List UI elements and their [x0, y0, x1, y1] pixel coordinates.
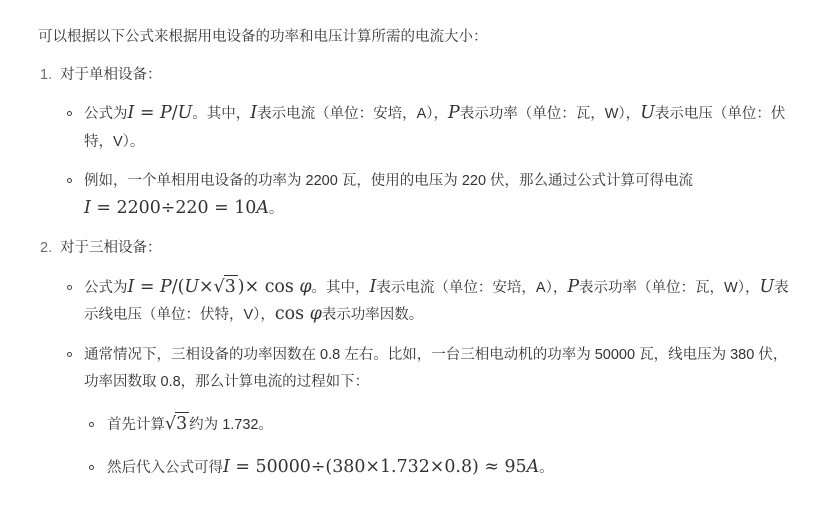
math-segment — [759, 277, 774, 297]
math-run: × — [365, 456, 380, 477]
math-run: = — [134, 276, 161, 297]
math-run: P — [567, 276, 580, 297]
math-segment — [640, 103, 655, 123]
text-segment: 约为 1.732。 — [189, 417, 273, 434]
text-segment: 公式为 — [84, 106, 128, 123]
math-run: ÷ — [160, 197, 176, 218]
math-segment — [567, 277, 579, 297]
bullet-item — [67, 342, 795, 497]
item-title: 对于三相设备： — [60, 240, 162, 257]
text-segment: 。 — [268, 200, 284, 217]
bullet-marker-icon — [89, 465, 94, 470]
math-segment — [448, 103, 460, 123]
math-run: P — [160, 103, 172, 124]
math-run: I — [250, 103, 258, 124]
math-run: ÷( — [310, 456, 333, 477]
math-run: = — [134, 103, 161, 124]
bullet-marker-icon — [67, 178, 72, 183]
math-run: A — [256, 197, 269, 218]
math-run: cos — [264, 276, 300, 297]
math-segment — [128, 103, 193, 123]
bullet-text — [107, 455, 795, 483]
ordered-list — [38, 62, 795, 498]
intro-paragraph: 可以根据以下公式来根据用电设备的功率和电压计算所需的电流大小： — [38, 29, 488, 45]
bullet-list — [38, 101, 795, 223]
bullet-list — [38, 275, 795, 497]
numbered-list-item — [38, 235, 795, 497]
math-run: P — [160, 276, 172, 297]
math-run: 0.8 — [444, 456, 473, 477]
math-run: 95 — [504, 456, 527, 477]
text-segment: 例如，一个单相用电设备的功率为 2200 瓦，使用的电压为 220 伏，那么通过公式计算可得电流 — [84, 173, 694, 190]
math-segment — [84, 198, 269, 218]
math-run: U — [640, 103, 655, 124]
math-run: = — [208, 197, 235, 218]
math-run: φ — [309, 304, 322, 325]
text-segment: 。 — [539, 459, 554, 476]
bullet-list — [84, 412, 795, 482]
math-segment — [128, 277, 312, 297]
math-run: 220 — [175, 197, 209, 218]
bullet-content — [84, 342, 795, 497]
math-run: × — [429, 456, 445, 477]
text-segment: 公式为 — [84, 279, 128, 296]
text-segment: 表示电流（单位：安培，A）， — [376, 279, 568, 296]
text-segment: 。其中， — [311, 279, 370, 296]
bullet-text — [84, 101, 795, 156]
math-run: / — [171, 103, 178, 124]
text-segment: 首先计算 — [107, 417, 165, 434]
text-segment: 表示功率（单位：瓦，W）， — [459, 106, 641, 123]
math-run: )× — [237, 276, 265, 297]
bullet-content — [107, 412, 795, 440]
math-run: U — [177, 103, 193, 124]
numbered-list-item — [38, 62, 795, 224]
math-segment — [275, 304, 322, 324]
bullet-item — [67, 168, 795, 223]
bullet-marker-icon — [67, 352, 72, 357]
bullet-text — [84, 168, 795, 223]
bullet-content — [84, 168, 795, 223]
math-run: 2200 — [116, 197, 161, 218]
math-run: U — [759, 276, 775, 297]
math-run: I — [84, 197, 91, 218]
math-run: ) ≈ — [472, 456, 505, 477]
math-run: × — [199, 276, 214, 297]
math-run: /( — [171, 276, 185, 297]
math-run: = — [90, 197, 117, 218]
bullet-item — [89, 455, 795, 483]
math-run: I — [127, 103, 135, 124]
bullet-marker-icon — [67, 285, 72, 290]
bullet-item — [67, 101, 795, 156]
text-segment: 通常情况下，三相设备的功率因数在 0.8 左右。比如，一台三相电动机的功率为 50000 瓦，线电压为 380 伏，功率因数取 0.8，那么计算电流的过程如下： — [84, 346, 788, 391]
math-run: I — [127, 276, 135, 297]
math-segment — [223, 457, 539, 477]
text-segment: 表示电压（单位：伏特，V）。 — [84, 106, 786, 150]
bullet-item — [89, 412, 795, 440]
math-run: A — [526, 456, 540, 477]
list-item-heading — [38, 62, 795, 90]
math-run: 1.732 — [379, 456, 430, 477]
text-segment: 然后代入公式可得 — [107, 459, 223, 476]
bullet-item — [67, 275, 795, 330]
list-item-heading — [38, 235, 795, 263]
math-run: cos — [274, 304, 310, 325]
item-number: 2. — [40, 240, 53, 257]
item-title: 对于单相设备： — [60, 66, 162, 83]
text-segment: 表示线电压（单位：伏特，V）， — [84, 279, 789, 324]
sqrt-expression — [165, 412, 189, 436]
math-run: I — [369, 276, 377, 297]
sqrt-icon: √ — [213, 276, 225, 297]
text-segment: 表示电流（单位：安培，A）， — [257, 106, 449, 123]
item-number: 1. — [40, 66, 53, 83]
text-segment: 表示功率因数。 — [321, 307, 424, 324]
math-run: 50000 — [255, 456, 311, 477]
math-run: I — [223, 456, 230, 477]
math-run: P — [448, 103, 460, 124]
bullet-content — [84, 101, 795, 156]
bullet-marker-icon — [67, 111, 72, 116]
bullet-content — [107, 455, 795, 483]
text-segment: 。其中， — [192, 106, 251, 123]
bullet-marker-icon — [89, 422, 94, 427]
bullet-text — [84, 342, 795, 397]
math-run: 380 — [332, 456, 366, 477]
math-segment — [165, 414, 189, 434]
sqrt-radicand: 3 — [176, 414, 188, 435]
bullet-content — [84, 275, 795, 330]
text-segment: 表示功率（单位：瓦，W）， — [579, 279, 760, 296]
sqrt-icon: √ — [165, 414, 177, 435]
math-run: φ — [299, 276, 312, 297]
bullet-text — [107, 412, 795, 440]
math-run: U — [184, 276, 200, 297]
sqrt-radicand: 3 — [224, 276, 236, 297]
math-run: 10 — [234, 197, 257, 218]
bullet-text — [84, 275, 795, 330]
sqrt-expression — [214, 275, 238, 299]
math-run: = — [229, 456, 256, 477]
